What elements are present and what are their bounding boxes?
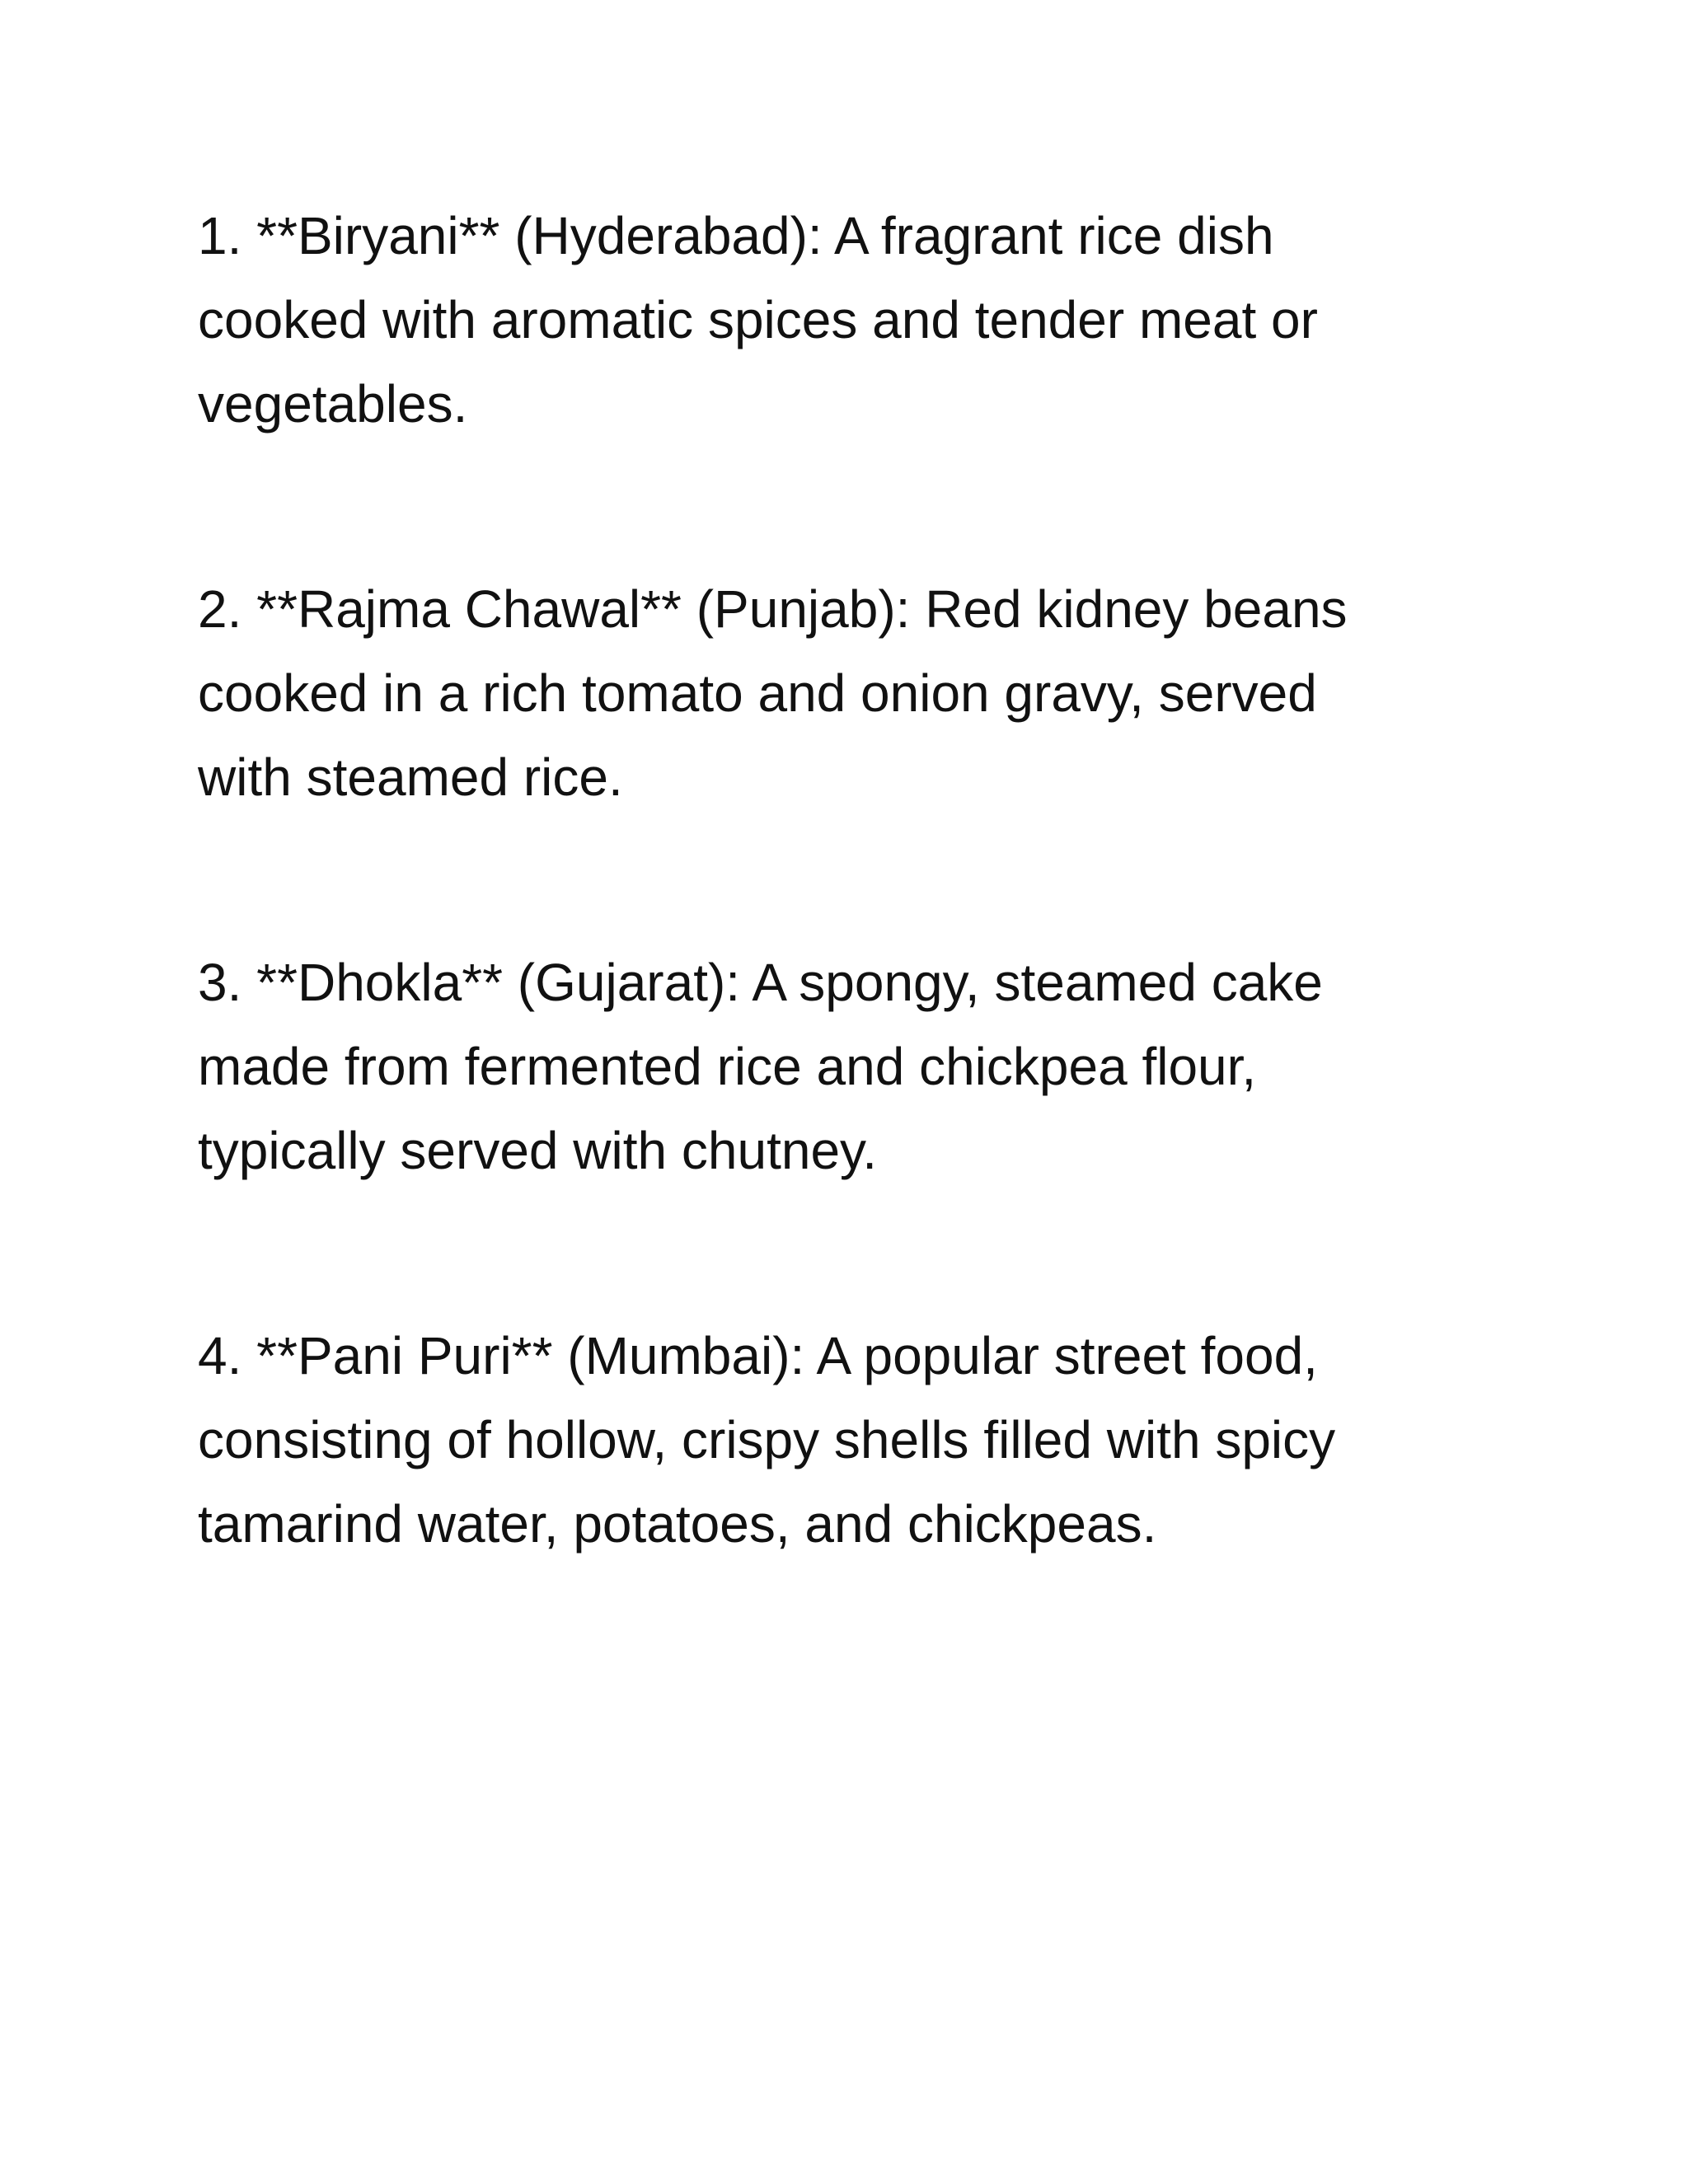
list-item-line: 3. **Dhokla** (Gujarat): A spongy, steamed cake bbox=[198, 953, 1323, 1012]
list-item-line: cooked with aromatic spices and tender meat or bbox=[198, 290, 1318, 349]
list-item-biryani bbox=[198, 194, 1484, 446]
list-item-pani-puri bbox=[198, 1314, 1484, 1566]
list-item-dhokla bbox=[198, 940, 1484, 1193]
list-item-line: consisting of hollow, crispy shells filled with spicy bbox=[198, 1410, 1336, 1469]
list-item-rajma-chawal bbox=[198, 567, 1484, 819]
list-item-line: vegetables. bbox=[198, 374, 468, 434]
list-item-line: typically served with chutney. bbox=[198, 1121, 878, 1180]
list-item-line: made from fermented rice and chickpea flour, bbox=[198, 1037, 1257, 1096]
list-item-line: tamarind water, potatoes, and chickpeas. bbox=[198, 1494, 1157, 1554]
list-item-line: 4. **Pani Puri** (Mumbai): A popular street food, bbox=[198, 1326, 1318, 1385]
list-item-line: 2. **Rajma Chawal** (Punjab): Red kidney beans bbox=[198, 579, 1348, 639]
list-item-line: cooked in a rich tomato and onion gravy, served bbox=[198, 663, 1317, 723]
list-item-line: with steamed rice. bbox=[198, 748, 623, 807]
document-content bbox=[198, 194, 1484, 1566]
list-item-line: 1. **Biryani** (Hyderabad): A fragrant rice dish bbox=[198, 206, 1274, 265]
